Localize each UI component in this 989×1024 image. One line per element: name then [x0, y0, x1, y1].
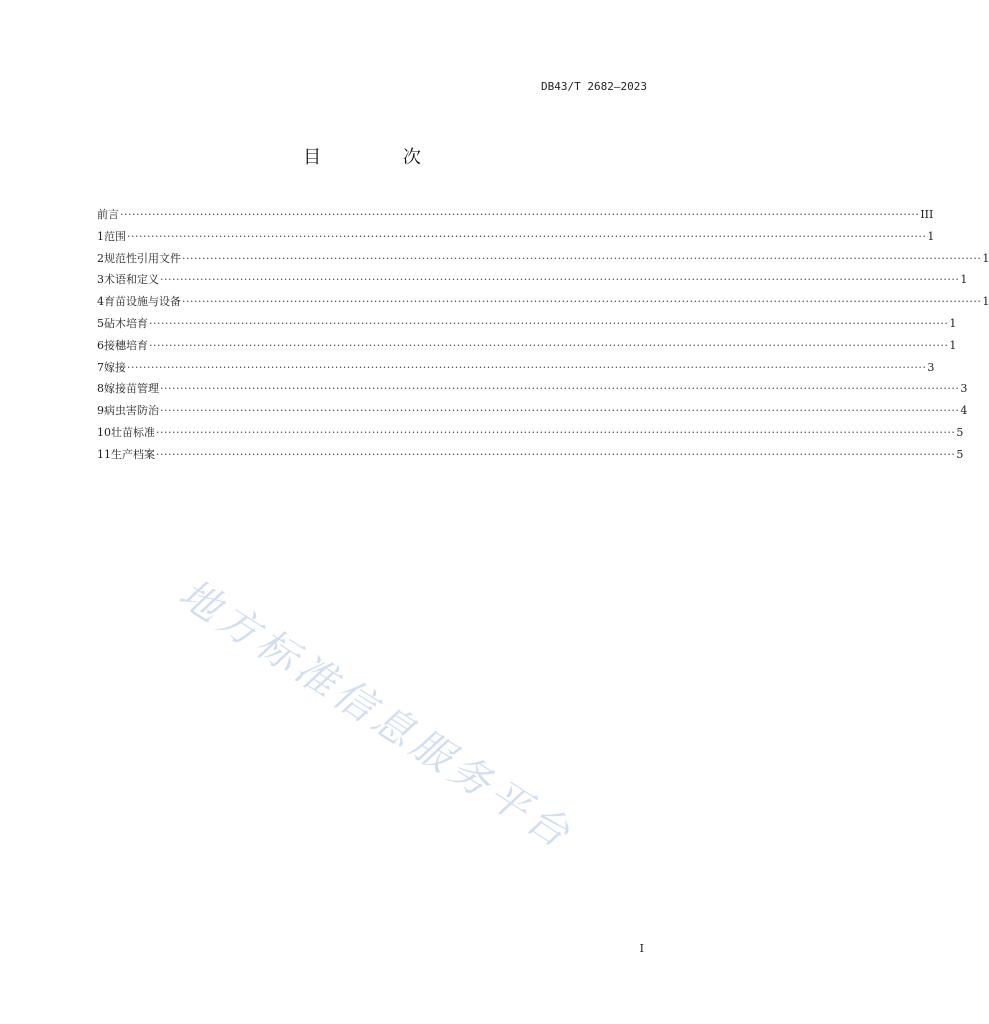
toc-entry-number: 9 [97, 404, 104, 418]
toc-leader-dots: ········································································································································································································ [156, 447, 956, 461]
toc-entry-page: 1 [982, 251, 989, 265]
toc-entry-page: 1 [949, 338, 957, 352]
toc-leader-dots: ········································································································································································································ [160, 404, 960, 418]
table-of-contents [97, 204, 989, 466]
toc-entry-label: 育苗设施与设备 [104, 295, 181, 309]
toc-entry-label: 嫁接苗管理 [104, 382, 159, 396]
toc-entry-page: 5 [956, 425, 964, 439]
toc-entry-page: 3 [960, 382, 968, 396]
toc-entry-label: 规范性引用文件 [104, 251, 181, 265]
toc-entry-number: 10 [97, 425, 111, 439]
toc-entry-number: 2 [97, 251, 104, 265]
toc-entry[interactable] [97, 400, 968, 422]
toc-leader-dots: ········································································································································································································ [182, 251, 982, 265]
toc-entry[interactable] [97, 444, 964, 466]
toc-entry-number: 8 [97, 382, 104, 396]
toc-entry-number: 5 [97, 316, 104, 330]
toc-leader-dots: ········································································································································································································ [127, 360, 927, 374]
toc-leader-dots: ········································································································································································································ [149, 316, 949, 330]
toc-entry-number: 6 [97, 338, 104, 352]
toc-entry[interactable] [97, 269, 968, 291]
toc-entry-page: 3 [927, 360, 935, 374]
toc-entry[interactable] [97, 313, 957, 335]
toc-entry-number: 1 [97, 229, 104, 243]
page-number: I [639, 942, 644, 955]
toc-entry-label: 范围 [104, 229, 126, 243]
toc-entry-page: 1 [982, 295, 989, 309]
page-title: 目 次 [303, 147, 459, 168]
toc-entry-page: 1 [927, 229, 935, 243]
toc-entry[interactable] [97, 291, 989, 313]
toc-entry[interactable] [97, 248, 989, 270]
toc-entry-number: 3 [97, 273, 104, 287]
toc-leader-dots: ········································································································································································································ [149, 338, 949, 352]
toc-entry[interactable] [97, 357, 935, 379]
toc-entry-number: 7 [97, 360, 104, 374]
toc-leader-dots: ········································································································································································································ [182, 295, 982, 309]
toc-entry[interactable] [97, 335, 957, 357]
toc-entry-label: 术语和定义 [104, 273, 159, 287]
toc-entry[interactable] [97, 226, 935, 248]
toc-entry-label: 壮苗标准 [111, 425, 155, 439]
toc-entry-number: 4 [97, 295, 104, 309]
toc-entry-label: 病虫害防治 [104, 404, 159, 418]
toc-entry-label: 嫁接 [104, 360, 126, 374]
toc-entry-page: 1 [949, 316, 957, 330]
toc-leader-dots: ········································································································································································································ [127, 229, 927, 243]
toc-entry[interactable] [97, 378, 968, 400]
toc-entry-page: 4 [960, 404, 968, 418]
toc-entry-page: 5 [956, 447, 964, 461]
watermark: 地方标准信息服务平台 [170, 570, 582, 860]
toc-entry-label: 接穗培育 [104, 338, 148, 352]
toc-entry[interactable] [97, 204, 934, 226]
standard-code: DB43/T 2682—2023 [541, 80, 647, 93]
toc-entry-number: 11 [97, 447, 111, 461]
toc-entry[interactable] [97, 422, 964, 444]
toc-leader-dots: ········································································································································································································ [160, 273, 960, 287]
toc-entry-page: 1 [960, 273, 968, 287]
toc-entry-label: 前言 [97, 208, 119, 221]
toc-leader-dots: ········································································································································································································ [156, 425, 956, 439]
toc-leader-dots: ········································································································································································································ [120, 208, 920, 221]
toc-entry-label: 砧木培育 [104, 316, 148, 330]
toc-entry-page: III [920, 208, 934, 221]
toc-leader-dots: ········································································································································································································ [160, 382, 960, 396]
toc-entry-label: 生产档案 [111, 447, 155, 461]
